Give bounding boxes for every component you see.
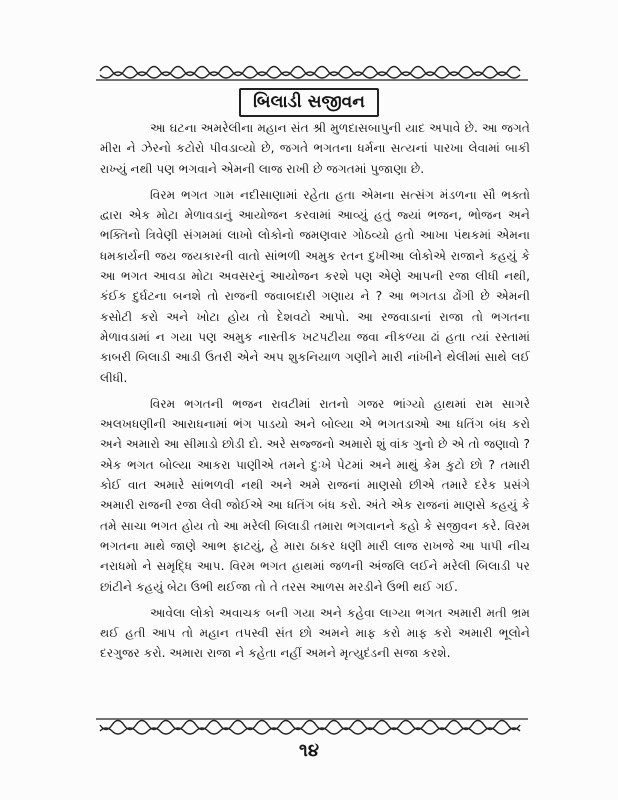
decorative-border-bottom bbox=[96, 716, 528, 738]
page-number: ૧૪ bbox=[299, 740, 319, 761]
paragraph-1: આ ઘટના અમરેલીના મહાન સંત શ્રી મુળદાસબાપુની યાદ અપાવે છે. આ જગતે મીરા ને ઝેરનો કટોરો પીવડાવ્યો છે, જગતે ભગતના ધર્મના સત્યનાં પારખા લેવામાં બાકી રાખ્યું નથી પણ ભગવાને એમની લાજ રાખી છે જગતમાં પુજાણા છે. bbox=[100, 121, 530, 176]
body-text bbox=[100, 118, 530, 670]
paragraph-2: વિરમ ભગત ગામ નદીસાણામાં રહેતા હતા એમના સત્સંગ મંડળના સૌ ભક્તો દ્વારા એક મોટા મેળાવડાનું આયોજન કરવામાં આવ્યું હતું જ્યાં ભજન, ભોજન અને ભક્તિનો ત્રિવેણી સંગમમાં લાખો લોકોનો જમણવાર ગોઠવ્યો હતો આખા પંથકમાં એમના ધમકાર્યની જય જયકારની વાતો સાંભળી અમુક રતન દુખીઆ લોકોએ રાજાને કહયું કે આ ભગત આવડા મોટા અવસરનું આયોજન કરશે પણ એણે આપની રજા લીધી નથી, કંઈક દુર્ઘટના બનશે તો રાજની જવાબદારી ગણાય ને ? આ ભગતડા ઢોંગી છે એમની કસોટી કરો અને ખોટા હોય તો દેશવટો આપો. આ રજવાડાનાં રાજા તો ભગતના મેળાવડામાં ન ગયા પણ અમુક નાસ્તીક ખટપટીયા જવા નીકળ્યા ઢાં હતા ત્યાં રસ્તામાં કાબરી બિલાડી આડી ઉતરી એને અપ શુકનિયાળ ગણીને મારી નાંખીને થેલીમાં સાથે લઈ લીધી. bbox=[100, 187, 530, 385]
decorative-border-top bbox=[96, 60, 528, 82]
paragraph-4: આવેલા લોકો અવાચક બની ગયા અને કહેવા લાગ્યા ભગત અમારી મતી ભ્રમ થઈ હતી આપ તો મહાન તપસ્વી સંત છો અમને માફ કરો માફ કરો અમારી ભૂલોને દરગુજર કરો. અમારા રાજા ને કહેતા નહીં અમને મૃત્યુદંડની સજા કરશે. bbox=[100, 605, 530, 661]
chapter-title: બિલાડી સજીવન bbox=[239, 88, 379, 117]
paragraph-3: વિરમ ભગતની ભજન રાવટીમાં રાતનો ગજર ભાંગ્યો હાથમાં રામ સાગરે અલખધણીની આરાધનામાં ભંગ પાડયો અને બોલ્યા એ ભગતડાઓ આ ધતિંગ બંધ કરો અને અમારો આ સીમાડો છોડી દો. અરે સજ્જનો અમારો શું વાંક ગુનો છે એ તો જણાવો ? એક ભગત બોલ્યા આકરા પાણીએ તમને દુઃખે પેટમાં અને માથું કેમ કુટો છો ? તમારી કોઈ વાત અમારે સાંભળવી નથી અને અમે રાજનાં માણસો છીએ તમારે દરેક પ્રસંગે અમારી રાજની રજા લેવી જોઈએ આ ધતિંગ બંધ કરો. અંતે એક રાજનાં માણસે કહયું કે તમે સાચા ભગત હોય તો આ મરેલી બિલાડી તમારા ભગવાનને કહો કે સજીવન કરે. વિરમ ભગતના માથે જાણે આભ ફાટયું, હે મારા ઠાકર ધણી મારી લાજ રાખજે આ પાપી નીચ નરાધમો ને સમૃદ્ધિ આપ. વિરમ ભગત હાથમાં જળની અંજલિ લઈને મરેલી બિલાડી પર છાંટીને કહયું બેટા ઉભી થઈજા તો તે તરસ આળસ મરડીને ઉભી થઈ ગઈ. bbox=[100, 396, 530, 594]
